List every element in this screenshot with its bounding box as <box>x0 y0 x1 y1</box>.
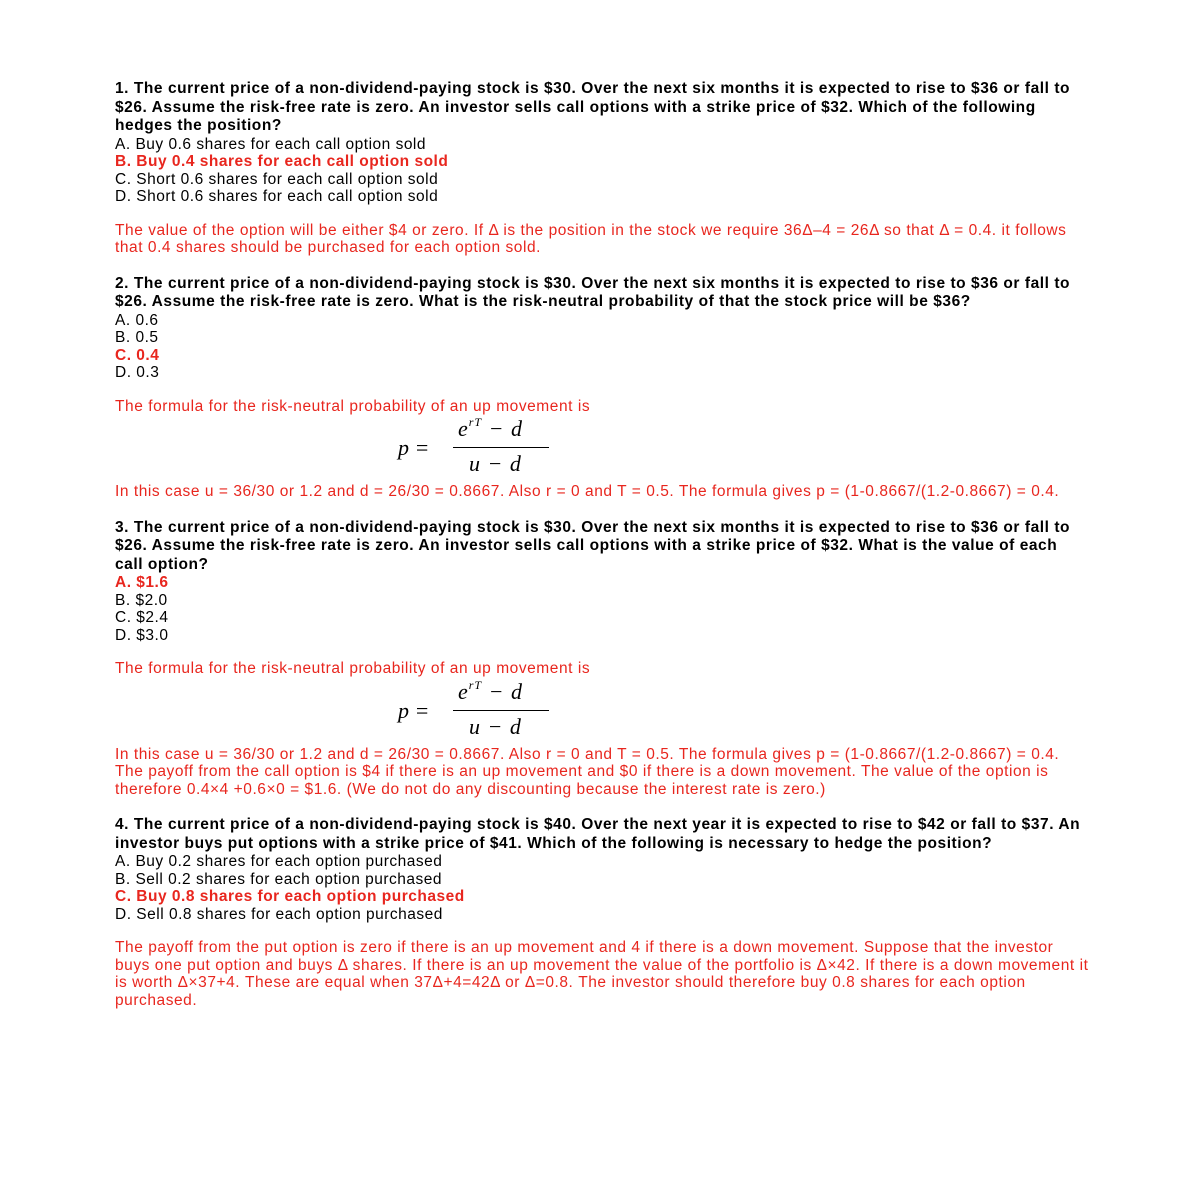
question-2-option-a: A. 0.6 <box>115 311 159 329</box>
question-3-option-a-correct: A. $1.6 <box>115 574 169 591</box>
question-2-option-d: D. 0.3 <box>115 364 160 381</box>
question-3-option-b: B. $2.0 <box>115 591 168 609</box>
question-3-option-c: C. $2.4 <box>115 609 169 626</box>
question-3-explanation-extra: The payoff from the call option is $4 if there is an up movement and $0 if there is a down movement. The value of the option is therefore 0.4×4 +0.6×0 = $1.6. (We do not do any discounting because the interest rate is zero.) <box>115 763 1049 798</box>
question-2-text: 2. The current price of a non-dividend-paying stock is $30. Over the next six months it is expected to rise to $36 or fall to $26. Assume the risk-free rate is zero. What is the risk-neutral probability of that the stock price will be $36? <box>115 274 1071 310</box>
question-1-option-d: D. Short 0.6 shares for each call option sold <box>115 188 439 205</box>
question-4 <box>115 816 1090 1009</box>
question-3 <box>115 519 1090 799</box>
formula-denominator: u − d <box>469 713 522 739</box>
question-3-text: 3. The current price of a non-dividend-paying stock is $30. Over the next six months it is expected to rise to $36 or fall to $26. Assume the risk-free rate is zero. An investor sells call options with a strike price of $32. What is the value of each call option? <box>115 518 1071 573</box>
question-1-explanation: The value of the option will be either $4 or zero. If Δ is the position in the stock we require 36Δ–4 = 26Δ so that Δ = 0.4. it follows that 0.4 shares should be purchased for each option sold. <box>115 221 1067 256</box>
formula-denominator: u − d <box>469 451 522 476</box>
question-1-option-a: A. Buy 0.6 shares for each call option sold <box>115 135 426 153</box>
question-1 <box>115 80 1090 257</box>
question-2-option-c-correct: C. 0.4 <box>115 346 160 364</box>
question-3-explanation-after: In this case u = 36/30 or 1.2 and d = 26/30 = 0.8667. Also r = 0 and T = 0.5. The formula gives p = (1-0.8667/(1.2-0.8667) = 0.4. <box>115 745 1060 763</box>
question-2-explanation-intro: The formula for the risk-neutral probability of an up movement is <box>115 397 591 415</box>
question-1-option-c: C. Short 0.6 shares for each call option sold <box>115 170 439 188</box>
formula-fraction-bar <box>453 447 549 448</box>
formula-numerator: $e^{rT} - d$ <box>458 415 523 441</box>
risk-neutral-formula-repeat <box>115 678 1090 746</box>
question-4-explanation: The payoff from the put option is zero if there is an up movement and 4 if there is a down movement. Suppose that the investor buys one put option and buys Δ shares. If there is an up movement the value of the portfolio is Δ×42. If there is a down movement it is worth Δ×37+4. These are equal when 37Δ+4=42Δ or Δ=0.8. The investor should therefore buy 0.8 shares for each option purchased. <box>115 939 1089 1009</box>
question-2-option-b: B. 0.5 <box>115 329 159 346</box>
question-4-option-b: B. Sell 0.2 shares for each option purchased <box>115 870 443 888</box>
question-1-option-b-correct: B. Buy 0.4 shares for each call option sold <box>115 153 449 170</box>
formula-numerator: $e^{rT} - d$ <box>458 677 523 704</box>
formula-fraction-bar <box>453 710 549 711</box>
question-1-text: 1. The current price of a non-dividend-paying stock is $30. Over the next six months it is expected to rise to $36 or fall to $26. Assume the risk-free rate is zero. An investor sells call options with a strike price of $32. Which of the following hedges the position? <box>115 80 1071 134</box>
question-4-text: 4. The current price of a non-dividend-paying stock is $40. Over the next year it is expected to rise to $42 or fall to $37. An investor buys put options with a strike price of $41. Which of the following is necessary to hedge the position? <box>115 816 1081 852</box>
formula-lhs: p = <box>398 697 430 723</box>
question-2-explanation-after: In this case u = 36/30 or 1.2 and d = 26/30 = 0.8667. Also r = 0 and T = 0.5. The formula gives p = (1-0.8667/(1.2-0.8667) = 0.4. <box>115 483 1060 500</box>
question-3-explanation-intro: The formula for the risk-neutral probability of an up movement is <box>115 660 591 677</box>
question-4-option-d: D. Sell 0.8 shares for each option purchased <box>115 905 443 923</box>
question-3-option-d: D. $3.0 <box>115 626 169 644</box>
question-4-option-c-correct: C. Buy 0.8 shares for each option purchased <box>115 888 465 905</box>
question-4-option-a: A. Buy 0.2 shares for each option purchased <box>115 853 443 870</box>
question-2 <box>115 275 1090 501</box>
document-body <box>115 80 1090 1009</box>
formula-lhs: p = <box>398 435 430 460</box>
risk-neutral-formula <box>115 415 1090 483</box>
